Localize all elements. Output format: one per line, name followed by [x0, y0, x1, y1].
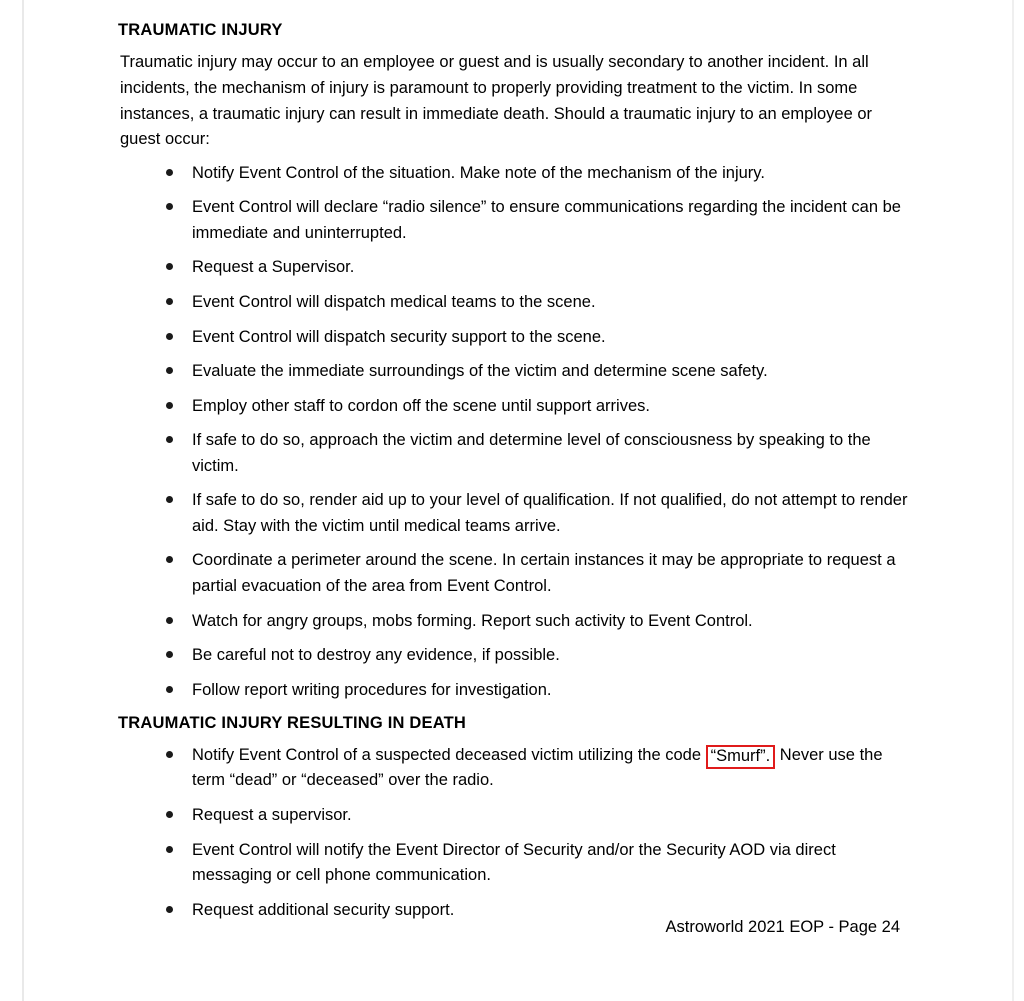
list-item — [154, 325, 908, 351]
section-heading-traumatic-injury: TRAUMATIC INJURY — [118, 21, 283, 39]
list-item-text: Notify Event Control of the situation. Make note of the mechanism of the injury. — [192, 163, 765, 182]
list-item-highlighted — [154, 743, 908, 794]
list-item — [154, 394, 908, 420]
list-item-text-before-highlight: Notify Event Control of a suspected deceased victim utilizing the code — [192, 745, 706, 764]
bullet-dot-icon — [166, 203, 173, 210]
list-item-text: Watch for angry groups, mobs forming. Report such activity to Event Control. — [192, 611, 753, 630]
list-item — [154, 161, 908, 187]
list-item-text: If safe to do so, render aid up to your level of qualification. If not qualified, do not attempt to render aid. Stay with the victim until medical teams arrive. — [192, 491, 908, 535]
list-item-text: Coordinate a perimeter around the scene. In certain instances it may be appropriate to request a partial evacuation of the area from Event Control. — [192, 551, 896, 595]
list-item — [154, 838, 908, 889]
bullet-dot-icon — [166, 651, 173, 658]
bullet-dot-icon — [166, 556, 173, 563]
bullet-dot-icon — [166, 263, 173, 270]
bullet-dot-icon — [166, 333, 173, 340]
list-item — [154, 255, 908, 281]
section-paragraph-traumatic-injury: Traumatic injury may occur to an employee or guest and is usually secondary to another incident. In all incidents, the mechanism of injury is paramount to properly providing treatment to the victim. In some instances, a traumatic injury can result in immediate death. Should a traumatic injury to an employee or guest occur: — [120, 53, 873, 149]
list-item-text: Request a supervisor. — [192, 806, 352, 825]
document-body — [118, 0, 908, 923]
list-item-text: Be careful not to destroy any evidence, if possible. — [192, 646, 560, 665]
list-item-text: Follow report writing procedures for investigation. — [192, 680, 552, 699]
list-item-text: Request a Supervisor. — [192, 258, 355, 277]
list-item — [154, 609, 908, 635]
bullet-dot-icon — [166, 298, 173, 305]
bullet-dot-icon — [166, 402, 173, 409]
list-item-text: Event Control will dispatch medical teams to the scene. — [192, 292, 596, 311]
bullet-dot-icon — [166, 169, 173, 176]
page-edge-right — [1012, 0, 1014, 1001]
list-item — [154, 803, 908, 829]
bullet-dot-icon — [166, 811, 173, 818]
bullet-dot-icon — [166, 906, 173, 913]
list-item — [154, 488, 908, 539]
section-heading-traumatic-injury-death: TRAUMATIC INJURY RESULTING IN DEATH — [118, 714, 466, 733]
page-edge-left — [22, 0, 24, 1001]
bullet-list-traumatic-injury — [118, 161, 908, 704]
list-item — [154, 359, 908, 385]
bullet-dot-icon — [166, 751, 173, 758]
list-item — [154, 195, 908, 246]
list-item-text-after-highlight: Never use the term “dead” or “deceased” over the radio. — [192, 745, 883, 790]
bullet-list-traumatic-injury-death — [118, 743, 908, 924]
list-item-text: Request additional security support. — [192, 900, 455, 919]
list-item-text: Event Control will dispatch security support to the scene. — [192, 327, 606, 346]
bullet-dot-icon — [166, 496, 173, 503]
list-item — [154, 548, 908, 599]
bullet-dot-icon — [166, 846, 173, 853]
cut-off-top-line — [118, 0, 908, 10]
bullet-dot-icon — [166, 436, 173, 443]
list-item — [154, 643, 908, 669]
list-item-text: Employ other staff to cordon off the scene until support arrives. — [192, 396, 650, 415]
red-highlight-box: “Smurf”. — [706, 745, 776, 770]
list-item-text: If safe to do so, approach the victim and determine level of consciousness by speaking to the victim. — [192, 431, 871, 475]
list-item-text: Evaluate the immediate surroundings of the victim and determine scene safety. — [192, 362, 768, 381]
page-footer: Astroworld 2021 EOP - Page 24 — [665, 918, 900, 936]
list-item — [154, 290, 908, 316]
bullet-dot-icon — [166, 686, 173, 693]
bullet-dot-icon — [166, 617, 173, 624]
list-item — [154, 428, 908, 479]
list-item-text: Event Control will declare “radio silence” to ensure communications regarding the incident can be immediate and uninterrupted. — [192, 198, 901, 242]
bullet-dot-icon — [166, 367, 173, 374]
list-item — [154, 678, 908, 704]
list-item-text: Event Control will notify the Event Director of Security and/or the Security AOD via direct messaging or cell phone communication. — [192, 840, 836, 885]
